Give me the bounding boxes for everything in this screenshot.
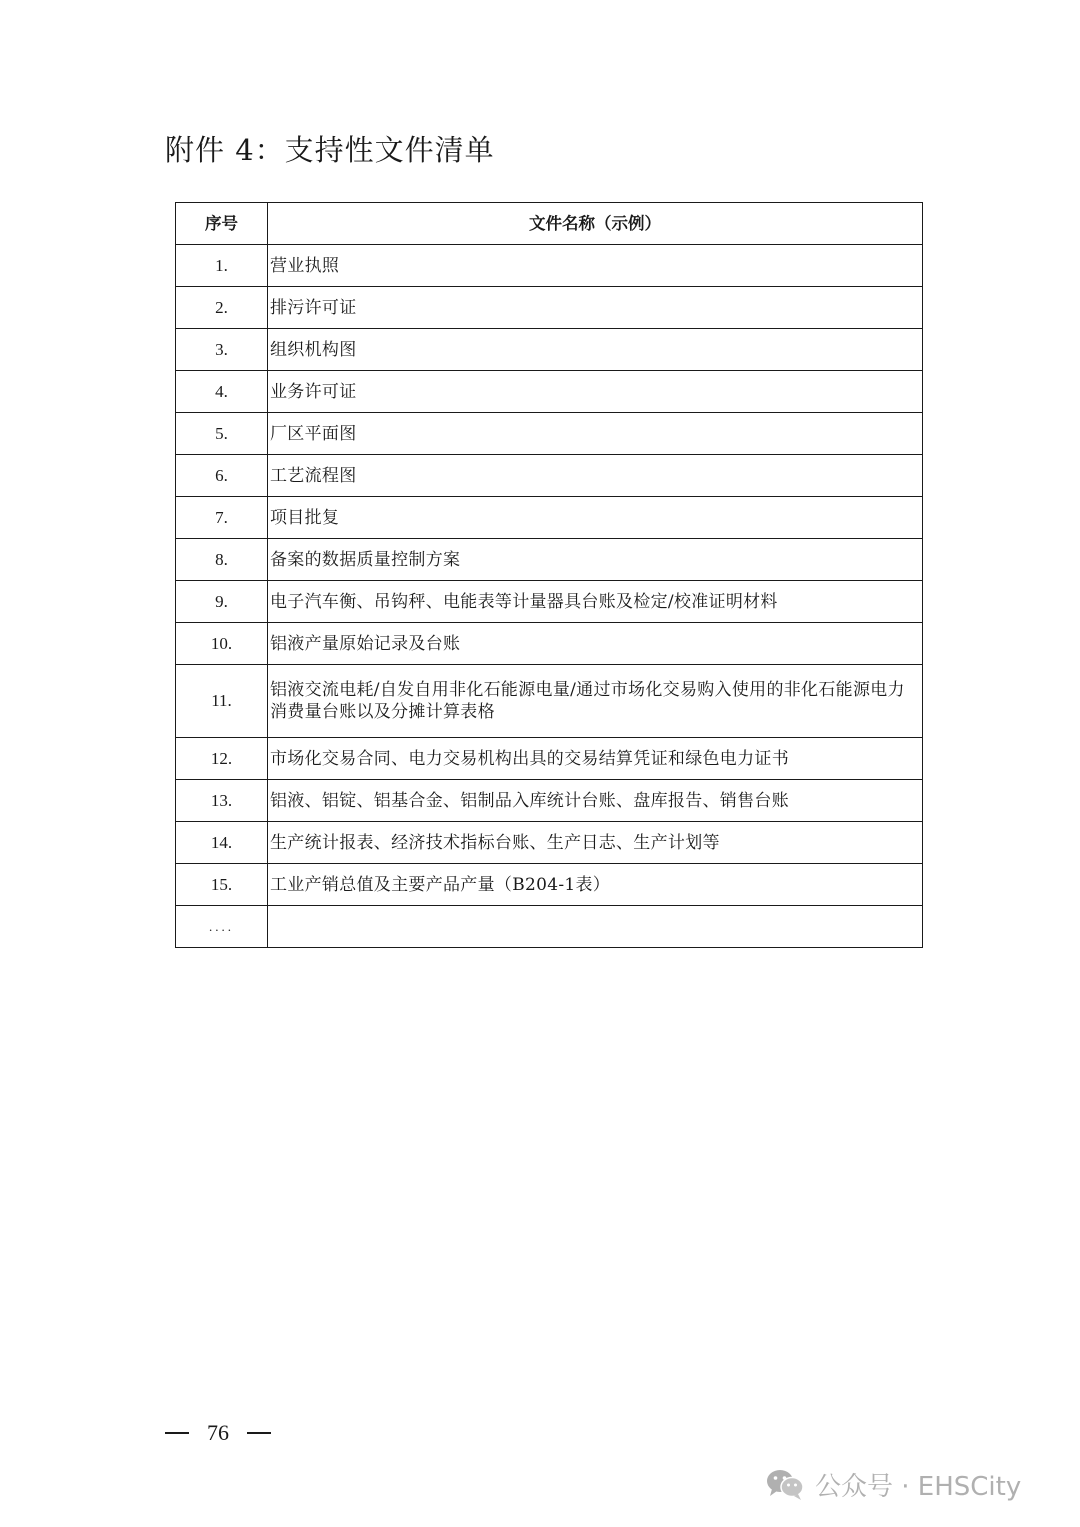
column-header-name: 文件名称（示例） — [268, 203, 923, 245]
table-row — [176, 287, 923, 329]
row-document-name — [268, 906, 923, 948]
table-row — [176, 822, 923, 864]
row-document-name: 厂区平面图 — [268, 413, 923, 455]
row-index: 11. — [176, 665, 268, 738]
table-row — [176, 738, 923, 780]
row-index: 7. — [176, 497, 268, 539]
row-index: 6. — [176, 455, 268, 497]
table-row — [176, 665, 923, 738]
row-index: 9. — [176, 581, 268, 623]
table-row — [176, 245, 923, 287]
row-index: 5. — [176, 413, 268, 455]
row-document-name: 市场化交易合同、电力交易机构出具的交易结算凭证和绿色电力证书 — [268, 738, 923, 780]
page-number — [165, 1420, 271, 1446]
table-row — [176, 906, 923, 948]
table-row — [176, 329, 923, 371]
row-document-name: 工艺流程图 — [268, 455, 923, 497]
row-document-name: 电子汽车衡、吊钩秤、电能表等计量器具台账及检定/校准证明材料 — [268, 581, 923, 623]
table-row — [176, 581, 923, 623]
row-index: 8. — [176, 539, 268, 581]
table-row — [176, 455, 923, 497]
page-number-value: 76 — [207, 1420, 229, 1445]
row-document-name: 排污许可证 — [268, 287, 923, 329]
table-row — [176, 539, 923, 581]
row-index: 1. — [176, 245, 268, 287]
row-index: 15. — [176, 864, 268, 906]
table-row — [176, 413, 923, 455]
row-document-name: 工业产销总值及主要产品产量（B204-1表） — [268, 864, 923, 906]
row-document-name: 备案的数据质量控制方案 — [268, 539, 923, 581]
row-document-name: 铝液产量原始记录及台账 — [268, 623, 923, 665]
row-document-name: 铝液交流电耗/自发自用非化石能源电量/通过市场化交易购入使用的非化石能源电力消费量台账以及分摊计算表格 — [268, 665, 923, 738]
row-index: .... — [176, 906, 268, 948]
supporting-documents-table — [175, 202, 923, 948]
row-index: 2. — [176, 287, 268, 329]
table-row — [176, 780, 923, 822]
page-number-dash-left — [165, 1432, 189, 1434]
row-document-name: 业务许可证 — [268, 371, 923, 413]
row-index: 3. — [176, 329, 268, 371]
column-header-index: 序号 — [176, 203, 268, 245]
watermark-text: 公众号 · EHSCity — [815, 1471, 1022, 1502]
document-title: 附件 4：支持性文件清单 — [165, 133, 495, 167]
page-number-dash-right — [247, 1432, 271, 1434]
table-row — [176, 497, 923, 539]
table-row — [176, 371, 923, 413]
row-document-name: 项目批复 — [268, 497, 923, 539]
row-index: 10. — [176, 623, 268, 665]
table-header-row — [176, 203, 923, 245]
row-index: 4. — [176, 371, 268, 413]
table-row — [176, 623, 923, 665]
row-document-name: 组织机构图 — [268, 329, 923, 371]
row-document-name: 生产统计报表、经济技术指标台账、生产日志、生产计划等 — [268, 822, 923, 864]
row-index: 12. — [176, 738, 268, 780]
watermark — [765, 1462, 1021, 1506]
wechat-icon — [765, 1467, 805, 1501]
row-index: 14. — [176, 822, 268, 864]
table-row — [176, 864, 923, 906]
row-document-name: 营业执照 — [268, 245, 923, 287]
row-index: 13. — [176, 780, 268, 822]
row-document-name: 铝液、铝锭、铝基合金、铝制品入库统计台账、盘库报告、销售台账 — [268, 780, 923, 822]
